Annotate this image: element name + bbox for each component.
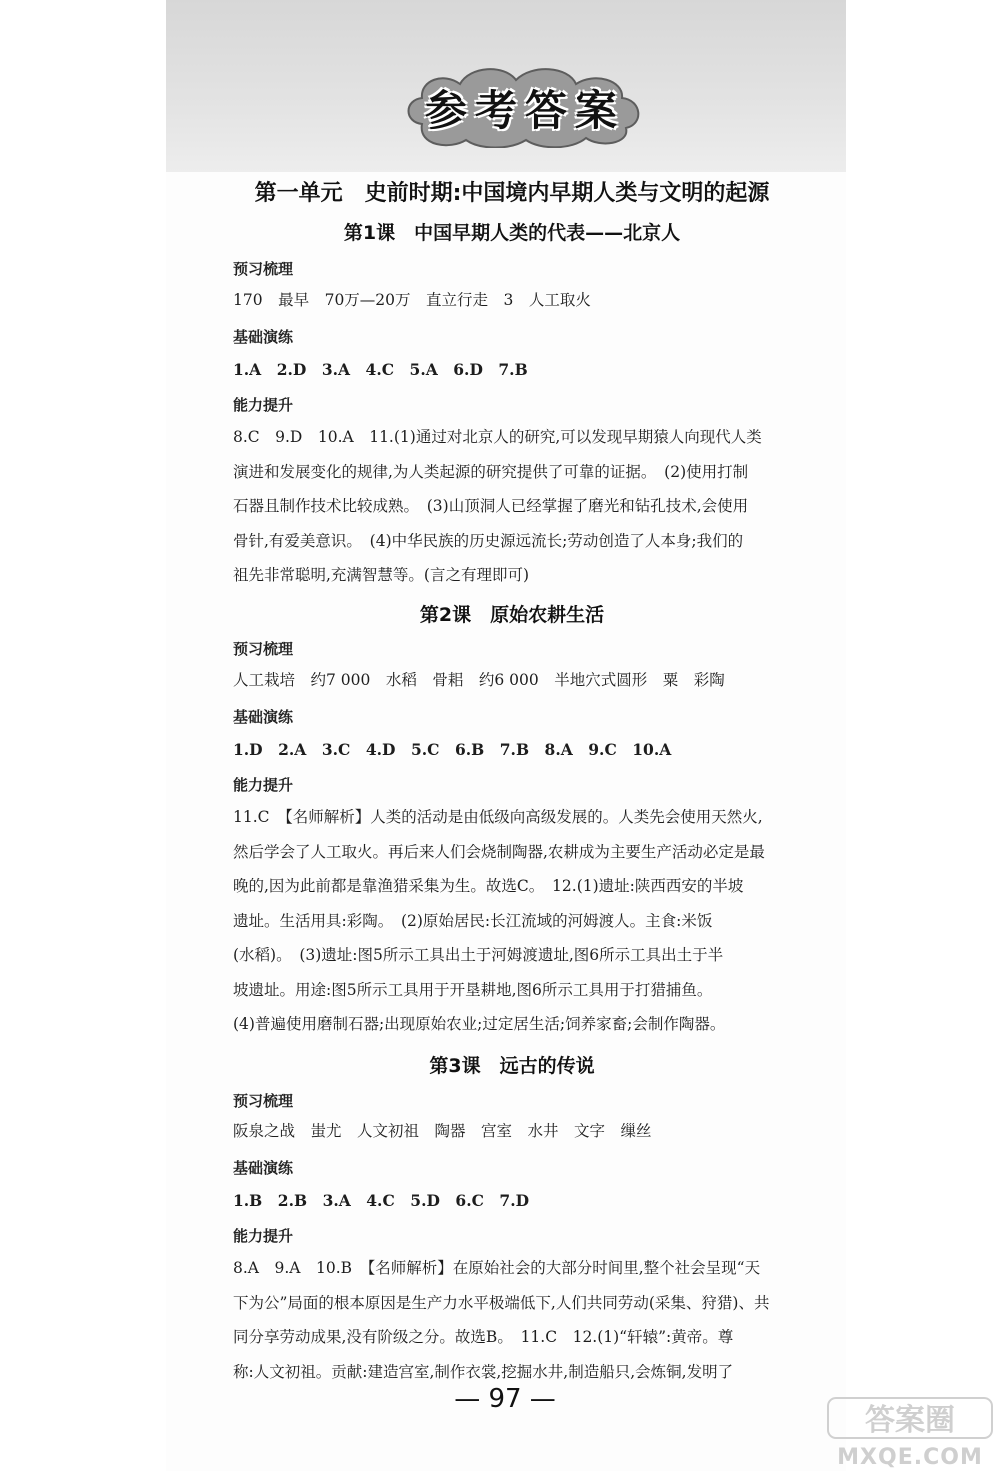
answer-line: 同分享劳动成果,没有阶级之分。故选B。 11.C 12.(1)“轩辕”:黄帝。尊	[233, 1328, 734, 1346]
lesson-1-preview-label: 预习梳理	[233, 260, 294, 278]
answer-line: 坡遗址。用途:图5所示工具用于开垦耕地,图6所示工具用于打猎捕鱼。	[233, 980, 713, 999]
answer-line: 称:人文初祖。贡献:建造宫室,制作衣裳,挖掘水井,制造船只,会炼铜,发明了	[233, 1362, 734, 1381]
answer-key-title: 参考答案	[424, 86, 625, 135]
lesson-3-preview: 阪泉之战 蚩尤 人文初祖 陶器 宫室 水井 文字 缫丝	[233, 1122, 652, 1140]
watermark-logo-text: 答案圈	[865, 1403, 955, 1438]
lesson-2-improve-label: 能力提升	[233, 776, 294, 794]
lesson-1-improve-label: 能力提升	[233, 396, 294, 414]
lesson-2-title: 第2课 原始农耕生活	[419, 604, 605, 626]
answer-line: 11.C 【名师解析】人类的活动是由低级向高级发展的。人类先会使用天然火,	[233, 808, 763, 826]
answer-line: (水稻)。 (3)遗址:图5所示工具出土于河姆渡遗址,图6所示工具出土于半	[233, 946, 724, 964]
answer-line: 下为公”局面的根本原因是生产力水平极端低下,人们共同劳动(采集、狩猎)、共	[233, 1293, 770, 1312]
answer-line: (4)普遍使用磨制石器;出现原始农业;过定居生活;饲养家畜;会制作陶器。	[233, 1015, 726, 1033]
lesson-3-basic-label: 基础演练	[233, 1159, 294, 1177]
answer-line: 演进和发展变化的规律,为人类起源的研究提供了可靠的证据。 (2)使用打制	[233, 462, 749, 481]
lesson-2-preview: 人工栽培 约7 000 水稻 骨耜 约6 000 半地穴式圆形 粟 彩陶	[233, 671, 725, 689]
lesson-2-preview-label: 预习梳理	[233, 640, 294, 658]
lesson-1-improve	[233, 420, 808, 593]
answer-line: 石器且制作技术比较成熟。 (3)山顶洞人已经掌握了磨光和钻孔技术,会使用	[233, 497, 749, 515]
lesson-1-title: 第1课 中国早期人类的代表——北京人	[343, 222, 681, 244]
mxqe-watermark-logo	[820, 1392, 1000, 1471]
lesson-2-improve	[233, 800, 808, 1042]
lesson-1-basic: 1.A 2.D 3.A 4.C 5.A 6.D 7.B	[233, 360, 528, 379]
watermark-url: MXQE.COM	[837, 1445, 983, 1470]
unit-title: 第一单元 史前时期:中国境内早期人类与文明的起源	[254, 181, 770, 206]
answer-line: 8.A 9.A 10.B 【名师解析】在原始社会的大部分时间里,整个社会呈现“天	[233, 1259, 761, 1277]
answer-line: 祖先非常聪明,充满智慧等。(言之有理即可)	[233, 566, 530, 584]
lesson-2-basic: 1.D 2.A 3.C 4.D 5.C 6.B 7.B 8.A 9.C 10.A	[233, 740, 672, 759]
lesson-2-basic-label: 基础演练	[233, 708, 294, 726]
answer-line: 遗址。生活用具:彩陶。 (2)原始居民:长江流域的河姆渡人。主食:米饭	[233, 911, 713, 930]
answer-line: 骨针,有爱美意识。 (4)中华民族的历史源远流长;劳动创造了人本身;我们的	[233, 531, 744, 550]
page-number: — 97 —	[454, 1384, 556, 1414]
answer-line: 8.C 9.D 10.A 11.(1)通过对北京人的研究,可以发现早期猿人向现代人类	[233, 428, 762, 446]
lesson-1-preview: 170 最早 70万—20万 直立行走 3 人工取火	[233, 291, 591, 309]
lesson-3-title: 第3课 远古的传说	[429, 1055, 595, 1077]
lesson-1-basic-label: 基础演练	[233, 328, 294, 346]
answer-line: 然后学会了人工取火。再后来人们会烧制陶器,农耕成为主要生产活动必定是最	[233, 842, 765, 861]
answer-line: 晚的,因为此前都是靠渔猎采集为生。故选C。 12.(1)遗址:陕西西安的半坡	[233, 877, 744, 895]
lesson-3-improve-label: 能力提升	[233, 1227, 294, 1245]
lesson-3-basic: 1.B 2.B 3.A 4.C 5.D 6.C 7.D	[233, 1191, 530, 1210]
lesson-3-improve	[233, 1251, 808, 1389]
lesson-3-preview-label: 预习梳理	[233, 1092, 294, 1110]
